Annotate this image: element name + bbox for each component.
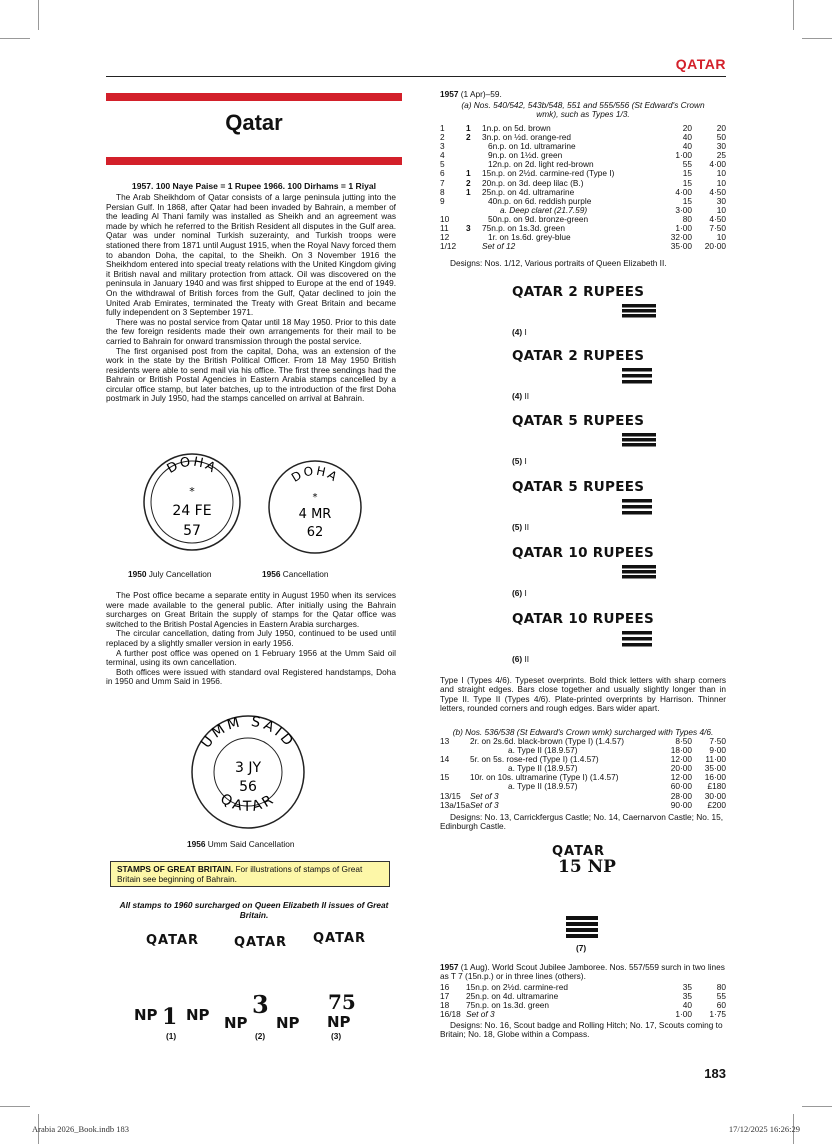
post-office-paragraph: The circular cancellation, dating from July 1950, continued to be used until replaced by a slightly smaller version in early 1956. [106, 628, 396, 648]
rupee-overprint-text: QATAR 10 RUPEES [512, 611, 654, 627]
catalogue-price-mint: 35 [682, 982, 692, 992]
surcharge-note: All stamps to 1960 surcharged on Queen Elizabeth II issues of Great Britain. [119, 900, 389, 920]
postmark-year: 62 [306, 525, 324, 540]
gb-note-heading: STAMPS OF GREAT BRITAIN. [117, 864, 234, 874]
catalogue-number: 17 [440, 991, 450, 1002]
intro-paragraph: There was no postal service from Qatar until 18 May 1950. Prior to this date the few foreign residents made their own arrangements for their mail to be carried to Bahrain for onward transmission through the postal service. [106, 316, 396, 346]
catalogue-description-text: 9n.p. on 1½d. green [488, 150, 563, 161]
issue-1957b-subheading: (b) Nos. 536/538 (St Edward's Crown wmk) surcharged with Types 4/6. [452, 727, 714, 737]
catalogue-number: 9 [440, 195, 445, 206]
catalogue-price-mint: 60·00 [670, 781, 692, 792]
postmark-star: * [312, 492, 318, 503]
type2-label: (2) [255, 1031, 266, 1041]
catalogue-price-used: 10 [716, 177, 726, 188]
catalogue-price-mint: 4·00 [675, 186, 692, 197]
issue-1957b-table [440, 737, 726, 810]
rupee-overprint-text: QATAR 2 RUPEES [512, 284, 645, 300]
issue-1957-table [440, 124, 726, 251]
catalogue-price-used: 10 [716, 168, 726, 179]
catalogue-price-mint: 80 [682, 213, 692, 224]
catalogue-description-text: 10r. on 10s. ultramarine (Type I) (1.4.57) [470, 772, 619, 783]
rupee-overprint-text: QATAR 10 RUPEES [512, 545, 654, 561]
gb-note-text: For illustrations of stamps of Great Britain see beginning of Bahrain. [117, 864, 363, 884]
catalogue-price-mint: 55 [682, 159, 692, 170]
running-head: QATAR [675, 56, 726, 72]
issue-1957-designs: Designs: Nos. 1/12, Various portraits of Queen Elizabeth II. [450, 258, 667, 268]
catalogue-description-text: 15n.p. on 2½d. carmine-red (Type I) [482, 168, 615, 179]
catalogue-price-used: 10 [716, 204, 726, 215]
catalogue-price-used: 25 [716, 150, 726, 161]
currency-line: 1957. 100 Naye Paise = 1 Rupee 1966. 100 Dirhams = 1 Riyal [131, 181, 377, 191]
rupee-type-label: (6) I [512, 588, 527, 598]
rupee-overprint-text: QATAR 2 RUPEES [512, 348, 645, 364]
postmark1-caption: 1950 July Cancellation [128, 569, 212, 579]
type2-np-left: NP [224, 1014, 248, 1032]
catalogue-price-used: 30 [716, 141, 726, 152]
catalogue-price-used: 9·00 [709, 745, 726, 756]
catalogue-price-used: 35·00 [704, 763, 726, 774]
catalogue-price-mint: 1·00 [675, 223, 692, 234]
postmark-town: UMM SAID [198, 713, 298, 752]
catalogue-row [440, 242, 726, 251]
rupee-type-label: (5) II [512, 522, 530, 532]
catalogue-row [440, 801, 726, 810]
title-bar-top [106, 93, 402, 101]
catalogue-description-text: 12n.p. on 2d. light red-brown [488, 159, 594, 170]
postmark-date: 4 MR [298, 507, 332, 522]
doha-1956-postmark [265, 455, 365, 559]
catalogue-description-text: 1n.p. on 5d. brown [482, 123, 551, 133]
rupee-overprint-text: QATAR 5 RUPEES [512, 413, 645, 429]
catalogue-number: 12 [440, 232, 450, 243]
crop-mark [38, 0, 39, 30]
catalogue-description-text: 2r. on 2s.6d. black-brown (Type I) (1.4.57) [470, 736, 625, 746]
catalogue-number: 7 [440, 177, 445, 188]
catalogue-description-text: 20n.p. on 3d. deep lilac (B.) [482, 177, 584, 188]
rupee-type-label: (6) II [512, 654, 530, 664]
catalogue-type [466, 151, 482, 160]
catalogue-type [466, 242, 482, 251]
catalogue-type [466, 197, 482, 206]
rupee-type-number: (5) [512, 522, 523, 532]
catalogue-number: 3 [440, 141, 445, 152]
catalogue-number: 10 [440, 213, 450, 224]
catalogue-description-text: 75n.p. on 1s.3d. green [482, 223, 566, 234]
page-title: Qatar [225, 110, 283, 135]
rupee-overprint-bars [622, 631, 656, 651]
rupee-type-number: (6) [512, 654, 523, 664]
type-note: Type I (Types 4/6). Typeset overprints. Bold thick letters with sharp corners and straight edges. Bars close together and usually slightly longer than in Type II. Type II (Types 4/6). Plate-printed overprints by Harrison. Thinner letters, rounded corners and rough edges. Bars wider apart. [440, 675, 726, 714]
catalogue-number: 1/12 [440, 241, 457, 252]
catalogue-number: 8 [440, 186, 445, 197]
catalogue-type: 1 [466, 123, 471, 133]
catalogue-type: 1 [466, 186, 471, 197]
catalogue-description-text: 50n.p. on 9d. bronze-green [488, 213, 589, 224]
intro-text [106, 193, 396, 404]
postmark-year: 56 [239, 779, 257, 795]
rupee-type-label: (5) I [512, 456, 527, 466]
doha-1950-postmark [140, 440, 244, 564]
crop-mark [793, 0, 794, 30]
catalogue-price-mint: 20·00 [670, 763, 692, 774]
catalogue-price-mint: 12·00 [670, 772, 692, 783]
postmark-country: QATAR [217, 790, 279, 815]
catalogue-price-mint: 40 [682, 1000, 692, 1011]
issue-1957b-designs: Designs: No. 13, Carrickfergus Castle; No. 14, Caernarvon Castle; No. 15, Edinburgh Castle. [440, 812, 723, 832]
type3-value: 75 [328, 990, 356, 1014]
rupee-type-number: (4) [512, 327, 523, 337]
postmark-date: 3 JY [234, 760, 262, 776]
post-office-paragraph: A further post office was opened on 1 February 1956 at the Umm Said oil terminal, using its own cancellation. [106, 647, 396, 668]
issue-1957-subheading: (a) Nos. 540/542, 543b/548, 551 and 555/556 (St Edward's Crown wmk), such as Types 1/3. [461, 100, 705, 120]
issue-1957-heading: 1957 (1 Apr)–59. [440, 89, 502, 99]
catalogue-price-mint: 12·00 [670, 754, 692, 765]
catalogue-description-text: a. Type II (18.9.57) [508, 763, 578, 774]
type1-label: (1) [166, 1031, 177, 1041]
catalogue-price-mint: 15 [682, 177, 692, 188]
issue-jamboree-table [440, 983, 726, 1019]
postmark-date: 24 FE [172, 503, 212, 519]
type7-label: (7) [576, 943, 587, 953]
catalogue-price-used: 16·00 [704, 772, 726, 783]
catalogue-number: 15 [440, 772, 450, 783]
catalogue-price-used: 55 [716, 991, 726, 1002]
catalogue-price-mint: 28·00 [670, 790, 692, 801]
catalogue-price-used: 60 [716, 1000, 726, 1011]
issue-jamboree-heading: 1957 (1 Aug). World Scout Jubilee Jamboree. Nos. 557/559 surch in two lines as T 7 (15n.p.) or in three lines (others). [440, 962, 725, 982]
type3-qatar: QATAR [313, 931, 367, 946]
catalogue-description-text: Set of 3 [470, 790, 499, 801]
catalogue-price-mint: 35 [682, 991, 692, 1002]
catalogue-price-used: 10 [716, 232, 726, 243]
catalogue-price-mint: 1·00 [675, 1009, 692, 1020]
catalogue-price-used: 20·00 [704, 241, 726, 252]
catalogue-description-text: 15n.p. on 2½d. carmine-red [466, 982, 568, 992]
type2-np-right: NP [276, 1014, 300, 1032]
post-office-text [106, 591, 396, 687]
rupee-type-number: (4) [512, 391, 523, 401]
post-office-paragraph: Both offices were issued with standard oval Registered handstamps, Doha in 1950 and Umm Said in 1956. [106, 666, 396, 687]
catalogue-price-mint: 40 [682, 132, 692, 143]
catalogue-number: 18 [440, 1000, 450, 1011]
catalogue-description-text: 75n.p. on 1s.3d. green [466, 1000, 550, 1011]
type3-label: (3) [331, 1031, 342, 1041]
catalogue-price-used: 7·50 [709, 223, 726, 234]
rupee-overprint-bars [622, 433, 656, 453]
footer-right: 17/12/2025 16:26:29 [728, 1124, 800, 1134]
rupee-overprint-bars [622, 368, 656, 388]
catalogue-description-text: 40n.p. on 6d. reddish purple [488, 195, 592, 206]
rupee-type-number: (6) [512, 588, 523, 598]
catalogue-description [482, 242, 656, 251]
catalogue-number: 14 [440, 754, 450, 765]
catalogue-price-mint: 15 [682, 168, 692, 179]
catalogue-type: 1 [466, 168, 471, 179]
issue-jamboree-designs: Designs: No. 16, Scout badge and Rolling Hitch; No. 17, Scouts coming to Britain; No. 18, Globe within a Compass. [440, 1020, 723, 1040]
catalogue-number: 2 [440, 132, 445, 143]
catalogue-type: 3 [466, 223, 471, 234]
catalogue-type [466, 233, 482, 242]
catalogue-price-mint: 35·00 [670, 241, 692, 252]
catalogue-number: 1 [440, 123, 445, 133]
catalogue-price-used: 30·00 [704, 790, 726, 801]
intro-paragraph: The first organised post from the capital, Doha, was an extension of the work in the state by the British Political Officer. From 18 May 1950 British residents were able to send mail via his office. The first three sendings had the Bahrain or British Postal Agencies in Eastern Arabia stamps cancelled by a circular office stamp, but later batches, up to the introduction of the first Doha postmark in July 1950, had the stamps cancelled on arrival at Bahrain. [106, 345, 396, 404]
gb-note-box [110, 861, 390, 887]
catalogue-number: 16 [440, 982, 450, 992]
postmark-town: DOHA [164, 454, 220, 477]
rupee-overprint-text: QATAR 5 RUPEES [512, 479, 645, 495]
catalogue-price-mint: 18·00 [670, 745, 692, 756]
catalogue-price-used: 11·00 [705, 754, 726, 765]
catalogue-type: 2 [466, 132, 471, 143]
catalogue-price-used: £200 [707, 799, 726, 810]
postmark-town: DOHA [288, 463, 342, 485]
type1-value: 1 [162, 1004, 178, 1030]
catalogue-description-text: Set of 12 [482, 241, 516, 252]
catalogue-description-text: a. Deep claret (21.7.59) [500, 204, 588, 215]
catalogue-price-used: 80 [716, 982, 726, 992]
catalogue-description-text: 5r. on 5s. rose-red (Type I) (1.4.57) [470, 754, 599, 765]
type1-np-right: NP [186, 1006, 210, 1024]
rupee-overprint-bars [622, 499, 656, 519]
catalogue-description-text: Set of 3 [470, 799, 499, 810]
rupee-type-label: (4) I [512, 327, 527, 337]
catalogue-number: 6 [440, 168, 445, 179]
catalogue-description [466, 1010, 656, 1019]
header-rule [106, 76, 726, 77]
catalogue-number: 4 [440, 150, 445, 161]
catalogue-type [466, 142, 482, 151]
umm-said-postmark [186, 710, 310, 834]
catalogue-price-used: 4·50 [709, 186, 726, 197]
catalogue-description [470, 801, 656, 810]
catalogue-price-mint: 32·00 [670, 232, 692, 243]
type1-np-left: NP [134, 1006, 158, 1024]
type7-qatar: QATAR [552, 844, 606, 859]
catalogue-description-text: a. Type II (18.9.57) [508, 781, 578, 792]
catalogue-number: 13/15 [440, 790, 461, 801]
crop-mark [0, 1106, 30, 1107]
postmark-year: 57 [183, 523, 201, 539]
footer-left: Arabia 2026_Book.indb 183 [32, 1124, 130, 1134]
catalogue-price-used: 50 [716, 132, 726, 143]
catalogue-price-used: 1·75 [709, 1009, 726, 1020]
catalogue-number: 16/18 [440, 1009, 461, 1020]
intro-paragraph: The Arab Sheikhdom of Qatar consists of a large peninsula jutting into the Persian Gulf. In 1868, after Qatar had been invaded by Bahrain, a member of the leading Al Thani family was installed as Sheikh and an agreement was made by which he referred to the British Resident all disputes in the Gulf area. Qatar was under nominal Turkish suzerainty, and Turkish troops were stationed there from 1871 until August 1915, when the Royal Navy forced them to abandon Doha, the capital, to the Sheikh. On 3 November 1916 the Sheikhdom entered into special treaty relations with the United Kingdom giving it British naval and military protection from attack. Oil was discovered on the peninsula in January 1940 and was first shipped to Europe at the end of 1949. On the withdrawal of British forces from the Gulf, Qatar declined to join the United Arab Emirates, terminated the Treaty with Great Britain and became fully independent on 3 September 1971. [106, 192, 396, 318]
catalogue-price-mint: 40 [682, 141, 692, 152]
catalogue-price-mint: 20 [682, 123, 692, 133]
catalogue-description-text: 6n.p. on 1d. ultramarine [488, 141, 576, 152]
type2-qatar: QATAR [234, 935, 288, 950]
catalogue-price-mint: 90·00 [670, 799, 692, 810]
catalogue-price-used: 4·00 [709, 159, 726, 170]
catalogue-number: 13a/15a [440, 799, 470, 810]
postmark-star: * [189, 485, 195, 498]
catalogue-price-mint: 1·00 [675, 150, 692, 161]
catalogue-price-mint: 3·00 [675, 204, 692, 215]
crop-mark [802, 1106, 832, 1107]
catalogue-description-text: 3n.p. on ½d. orange-red [482, 132, 572, 143]
catalogue-number: 5 [440, 159, 445, 170]
rupee-type-number: (5) [512, 456, 523, 466]
rupee-overprint-bars [622, 304, 656, 324]
type7-bar-block [566, 916, 598, 940]
crop-mark [802, 38, 832, 39]
type2-value: 3 [252, 990, 269, 1019]
catalogue-price-used: 30 [716, 195, 726, 206]
type1-qatar: QATAR [146, 933, 200, 948]
catalogue-type: 2 [466, 177, 471, 188]
title-bar-bottom [106, 157, 402, 165]
type3-np: NP [327, 1013, 351, 1031]
catalogue-description-text: 25n.p. on 4d. ultramarine [466, 991, 559, 1002]
catalogue-description-text: 1r. on 1s.6d. grey-blue [488, 232, 571, 243]
catalogue-price-used: £180 [707, 781, 726, 792]
rupee-overprint-bars [622, 565, 656, 585]
catalogue-price-used: 7·50 [709, 736, 726, 746]
catalogue-description-text: a. Type II (18.9.57) [508, 745, 578, 756]
catalogue-number: 11 [440, 223, 449, 234]
rupee-type-label: (4) II [512, 391, 530, 401]
type7-value: 15 NP [558, 857, 616, 877]
crop-mark [0, 38, 30, 39]
post-office-paragraph: The Post office became a separate entity in August 1950 when its services were made available to the general public. After initially using the Bahrain surcharges on Great Britain the supply of stamps for the Qatar office was switched to the British Postal Agencies in Eastern Arabia surcharges. [106, 590, 396, 629]
catalogue-number: 13 [440, 736, 450, 746]
postmark3-caption: 1956 Umm Said Cancellation [187, 839, 295, 849]
catalogue-description-text: 25n.p. on 4d. ultramarine [482, 186, 575, 197]
postmark2-caption: 1956 Cancellation [262, 569, 329, 579]
catalogue-price-used: 20 [716, 123, 726, 133]
catalogue-price-used: 4·50 [709, 213, 726, 224]
catalogue-price-mint: 15 [682, 195, 692, 206]
page-number: 183 [704, 1066, 726, 1081]
catalogue-row [440, 1010, 726, 1019]
catalogue-description-text: Set of 3 [466, 1009, 495, 1020]
catalogue-type [466, 206, 482, 215]
catalogue-price-mint: 8·50 [675, 736, 692, 746]
